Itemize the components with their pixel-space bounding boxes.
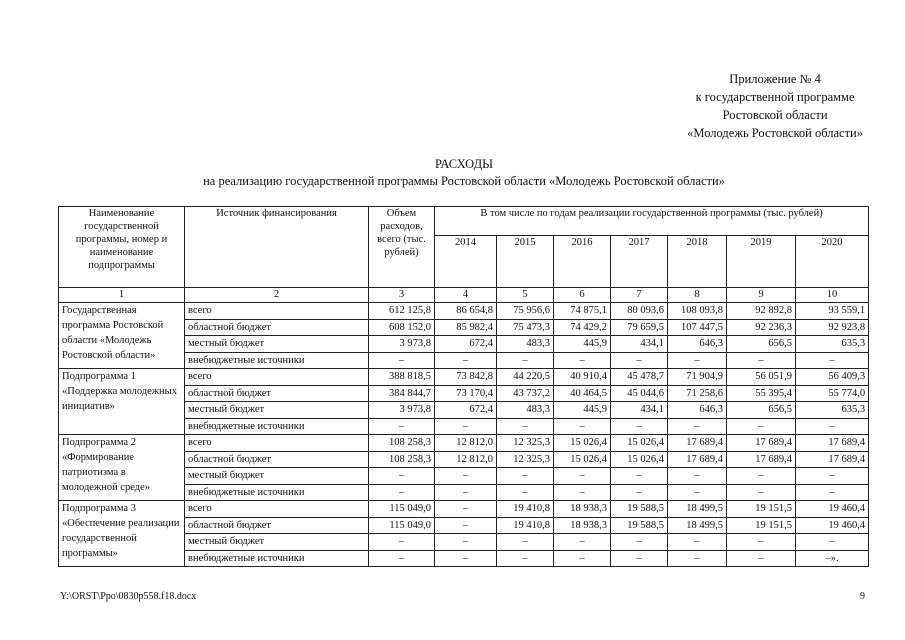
funding-source-cell: местный бюджет xyxy=(185,468,369,485)
year-value-cell: 445,9 xyxy=(554,402,611,419)
year-value-cell: 73 170,4 xyxy=(435,385,497,402)
footer-file-path: Y:\ORST\Ppo\0830p558.f18.docx xyxy=(60,591,197,602)
year-value-cell: – xyxy=(497,418,554,435)
appendix-line-4: «Молодежь Ростовской области» xyxy=(687,126,863,140)
year-value-cell: – xyxy=(727,484,796,501)
year-value-cell: 74 429,2 xyxy=(554,319,611,336)
year-value-cell: – xyxy=(435,501,497,518)
year-value-cell: – xyxy=(727,352,796,369)
header-year: 2016 xyxy=(554,236,611,288)
year-value-cell: 17 689,4 xyxy=(668,435,727,452)
year-value-cell: – xyxy=(796,468,869,485)
table-row xyxy=(59,303,869,320)
total-value-cell: – xyxy=(369,352,435,369)
year-value-cell: 19 410,8 xyxy=(497,501,554,518)
table-row xyxy=(59,435,869,452)
total-value-cell: – xyxy=(369,534,435,551)
title-heading: РАСХОДЫ xyxy=(435,157,493,171)
appendix-block xyxy=(687,70,863,142)
year-value-cell: 12 812,0 xyxy=(435,435,497,452)
total-value-cell: 384 844,7 xyxy=(369,385,435,402)
column-number: 1 xyxy=(59,288,185,303)
header-year: 2014 xyxy=(435,236,497,288)
column-number: 7 xyxy=(611,288,668,303)
year-value-cell: 483,3 xyxy=(497,336,554,353)
year-value-cell: 18 499,5 xyxy=(668,501,727,518)
funding-source-cell: всего xyxy=(185,369,369,386)
year-value-cell: 12 812,0 xyxy=(435,451,497,468)
year-value-cell: – xyxy=(611,550,668,567)
column-number: 4 xyxy=(435,288,497,303)
column-number: 8 xyxy=(668,288,727,303)
year-value-cell: – xyxy=(497,468,554,485)
year-value-cell: – xyxy=(796,484,869,501)
year-value-cell: 18 938,3 xyxy=(554,517,611,534)
year-value-cell: – xyxy=(668,468,727,485)
year-value-cell: 12 325,3 xyxy=(497,451,554,468)
year-value-cell: 86 654,8 xyxy=(435,303,497,320)
funding-source-cell: областной бюджет xyxy=(185,385,369,402)
year-value-cell: – xyxy=(435,550,497,567)
title-subheading: на реализацию государственной программы Ростовской области «Молодежь Ростовской области» xyxy=(203,174,725,188)
year-value-cell: – xyxy=(796,352,869,369)
year-value-cell: 79 659,5 xyxy=(611,319,668,336)
year-value-cell: 434,1 xyxy=(611,336,668,353)
year-value-cell: 40 910,4 xyxy=(554,369,611,386)
year-value-cell: – xyxy=(554,550,611,567)
year-value-cell: 672,4 xyxy=(435,336,497,353)
total-value-cell: 3 973,8 xyxy=(369,402,435,419)
header-source: Источник финансирования xyxy=(185,207,369,288)
year-value-cell: 635,3 xyxy=(796,336,869,353)
year-value-cell: 43 737,2 xyxy=(497,385,554,402)
year-value-cell: – xyxy=(727,550,796,567)
year-value-cell: – xyxy=(554,484,611,501)
funding-source-cell: внебюджетные источники xyxy=(185,418,369,435)
year-value-cell: – xyxy=(497,484,554,501)
year-value-cell: 19 588,5 xyxy=(611,501,668,518)
total-value-cell: 3 973,8 xyxy=(369,336,435,353)
document-title xyxy=(60,156,868,190)
year-value-cell: – xyxy=(554,534,611,551)
year-value-cell: – xyxy=(435,517,497,534)
column-number: 2 xyxy=(185,288,369,303)
total-value-cell: 608 152,0 xyxy=(369,319,435,336)
year-value-cell: – xyxy=(796,534,869,551)
funding-source-cell: местный бюджет xyxy=(185,534,369,551)
year-value-cell: 55 395,4 xyxy=(727,385,796,402)
year-value-cell: – xyxy=(611,484,668,501)
year-value-cell: 17 689,4 xyxy=(796,435,869,452)
year-value-cell: – xyxy=(796,418,869,435)
funding-source-cell: местный бюджет xyxy=(185,402,369,419)
column-number: 9 xyxy=(727,288,796,303)
year-value-cell: 92 923,8 xyxy=(796,319,869,336)
year-value-cell: – xyxy=(435,534,497,551)
year-value-cell: 17 689,4 xyxy=(668,451,727,468)
funding-source-cell: областной бюджет xyxy=(185,451,369,468)
total-value-cell: – xyxy=(369,418,435,435)
year-value-cell: 74 875,1 xyxy=(554,303,611,320)
year-value-cell: 80 093,6 xyxy=(611,303,668,320)
header-year: 2020 xyxy=(796,236,869,288)
year-value-cell: – xyxy=(668,550,727,567)
year-value-cell: 18 938,3 xyxy=(554,501,611,518)
year-value-cell: – xyxy=(668,352,727,369)
year-value-cell: 75 956,6 xyxy=(497,303,554,320)
funding-source-cell: всего xyxy=(185,435,369,452)
year-value-cell: – xyxy=(727,468,796,485)
total-value-cell: – xyxy=(369,484,435,501)
year-value-cell: – xyxy=(435,352,497,369)
column-number: 6 xyxy=(554,288,611,303)
program-name-cell: Подпрограмма 2 «Формирование патриотизма в молодежной среде» xyxy=(59,435,185,501)
funding-source-cell: местный бюджет xyxy=(185,336,369,353)
year-value-cell: 656,5 xyxy=(727,402,796,419)
funding-source-cell: внебюджетные источники xyxy=(185,352,369,369)
year-value-cell: 17 689,4 xyxy=(727,451,796,468)
year-value-cell: – xyxy=(435,468,497,485)
year-value-cell: 45 478,7 xyxy=(611,369,668,386)
column-number-row xyxy=(59,288,869,303)
year-value-cell: 19 151,5 xyxy=(727,517,796,534)
funding-source-cell: областной бюджет xyxy=(185,319,369,336)
total-value-cell: 108 258,3 xyxy=(369,451,435,468)
year-value-cell: – xyxy=(554,352,611,369)
column-number: 3 xyxy=(369,288,435,303)
year-value-cell: 75 473,3 xyxy=(497,319,554,336)
year-value-cell: 56 409,3 xyxy=(796,369,869,386)
funding-source-cell: областной бюджет xyxy=(185,517,369,534)
year-value-cell: 656,5 xyxy=(727,336,796,353)
total-value-cell: 115 049,0 xyxy=(369,501,435,518)
year-value-cell: 55 774,0 xyxy=(796,385,869,402)
funding-source-cell: внебюджетные источники xyxy=(185,484,369,501)
year-value-cell: 45 044,6 xyxy=(611,385,668,402)
header-volume: Объем расходов, всего (тыс. рублей) xyxy=(369,207,435,288)
header-name: Наименование государственной программы, номер и наименование подпрограммы xyxy=(59,207,185,288)
header-row-top xyxy=(59,207,869,236)
header-year: 2018 xyxy=(668,236,727,288)
year-value-cell: – xyxy=(435,418,497,435)
total-value-cell: 115 049,0 xyxy=(369,517,435,534)
year-value-cell: – xyxy=(727,534,796,551)
year-value-cell: 12 325,3 xyxy=(497,435,554,452)
year-value-cell: – xyxy=(727,418,796,435)
header-year: 2015 xyxy=(497,236,554,288)
year-value-cell: 93 559,1 xyxy=(796,303,869,320)
year-value-cell: – xyxy=(435,484,497,501)
year-value-cell: 646,3 xyxy=(668,336,727,353)
program-name-cell: Подпрограмма 1 «Поддержка молодежных инициатив» xyxy=(59,369,185,435)
year-value-cell: 19 588,5 xyxy=(611,517,668,534)
year-value-cell: 672,4 xyxy=(435,402,497,419)
year-value-cell: – xyxy=(611,418,668,435)
year-value-cell: – xyxy=(668,534,727,551)
footer-page-number: 9 xyxy=(860,591,865,602)
year-value-cell: – xyxy=(554,418,611,435)
year-value-cell: 15 026,4 xyxy=(554,451,611,468)
year-value-cell: 108 093,8 xyxy=(668,303,727,320)
year-value-cell: 17 689,4 xyxy=(727,435,796,452)
year-value-cell: – xyxy=(611,534,668,551)
total-value-cell: 388 818,5 xyxy=(369,369,435,386)
year-value-cell: – xyxy=(668,484,727,501)
total-value-cell: 108 258,3 xyxy=(369,435,435,452)
total-value-cell: – xyxy=(369,550,435,567)
table-row xyxy=(59,501,869,518)
year-value-cell: 15 026,4 xyxy=(611,435,668,452)
year-value-cell: – xyxy=(554,468,611,485)
year-value-cell: 483,3 xyxy=(497,402,554,419)
funding-source-cell: всего xyxy=(185,303,369,320)
program-name-cell: Государственная программа Ростовской области «Молодежь Ростовской области» xyxy=(59,303,185,369)
year-value-cell: – xyxy=(497,550,554,567)
total-value-cell: 612 125,8 xyxy=(369,303,435,320)
year-value-cell: 19 410,8 xyxy=(497,517,554,534)
total-value-cell: – xyxy=(369,468,435,485)
year-value-cell: 107 447,5 xyxy=(668,319,727,336)
year-value-cell: 15 026,4 xyxy=(554,435,611,452)
year-value-cell: 85 982,4 xyxy=(435,319,497,336)
appendix-line-3: Ростовской области xyxy=(722,108,828,122)
appendix-line-2: к государственной программе xyxy=(695,90,855,104)
appendix-line-1: Приложение № 4 xyxy=(729,72,821,86)
year-value-cell: 635,3 xyxy=(796,402,869,419)
year-value-cell: 19 460,4 xyxy=(796,501,869,518)
year-value-cell: 19 151,5 xyxy=(727,501,796,518)
funding-source-cell: внебюджетные источники xyxy=(185,550,369,567)
year-value-cell: 44 220,5 xyxy=(497,369,554,386)
year-value-cell: 92 236,3 xyxy=(727,319,796,336)
year-value-cell: 71 904,9 xyxy=(668,369,727,386)
year-value-cell: 434,1 xyxy=(611,402,668,419)
year-value-cell: – xyxy=(611,468,668,485)
year-value-cell: 73 842,8 xyxy=(435,369,497,386)
year-value-cell: 19 460,4 xyxy=(796,517,869,534)
program-name-cell: Подпрограмма 3 «Обеспечение реализации государственной программы» xyxy=(59,501,185,567)
year-value-cell: 445,9 xyxy=(554,336,611,353)
table-row xyxy=(59,369,869,386)
year-value-cell: 15 026,4 xyxy=(611,451,668,468)
year-value-cell: 646,3 xyxy=(668,402,727,419)
header-year: 2017 xyxy=(611,236,668,288)
year-value-cell: – xyxy=(497,534,554,551)
column-number: 10 xyxy=(796,288,869,303)
year-value-cell: – xyxy=(611,352,668,369)
year-value-cell: 17 689,4 xyxy=(796,451,869,468)
year-value-cell: –». xyxy=(796,550,869,567)
column-number: 5 xyxy=(497,288,554,303)
year-value-cell: 40 464,5 xyxy=(554,385,611,402)
expenses-table xyxy=(58,206,869,567)
year-value-cell: 56 051,9 xyxy=(727,369,796,386)
header-by-years: В том числе по годам реализации государственной программы (тыс. рублей) xyxy=(435,207,869,236)
header-year: 2019 xyxy=(727,236,796,288)
year-value-cell: 92 892,8 xyxy=(727,303,796,320)
year-value-cell: 18 499,5 xyxy=(668,517,727,534)
year-value-cell: – xyxy=(497,352,554,369)
year-value-cell: 71 258,6 xyxy=(668,385,727,402)
table-body xyxy=(59,303,869,567)
year-value-cell: – xyxy=(668,418,727,435)
funding-source-cell: всего xyxy=(185,501,369,518)
